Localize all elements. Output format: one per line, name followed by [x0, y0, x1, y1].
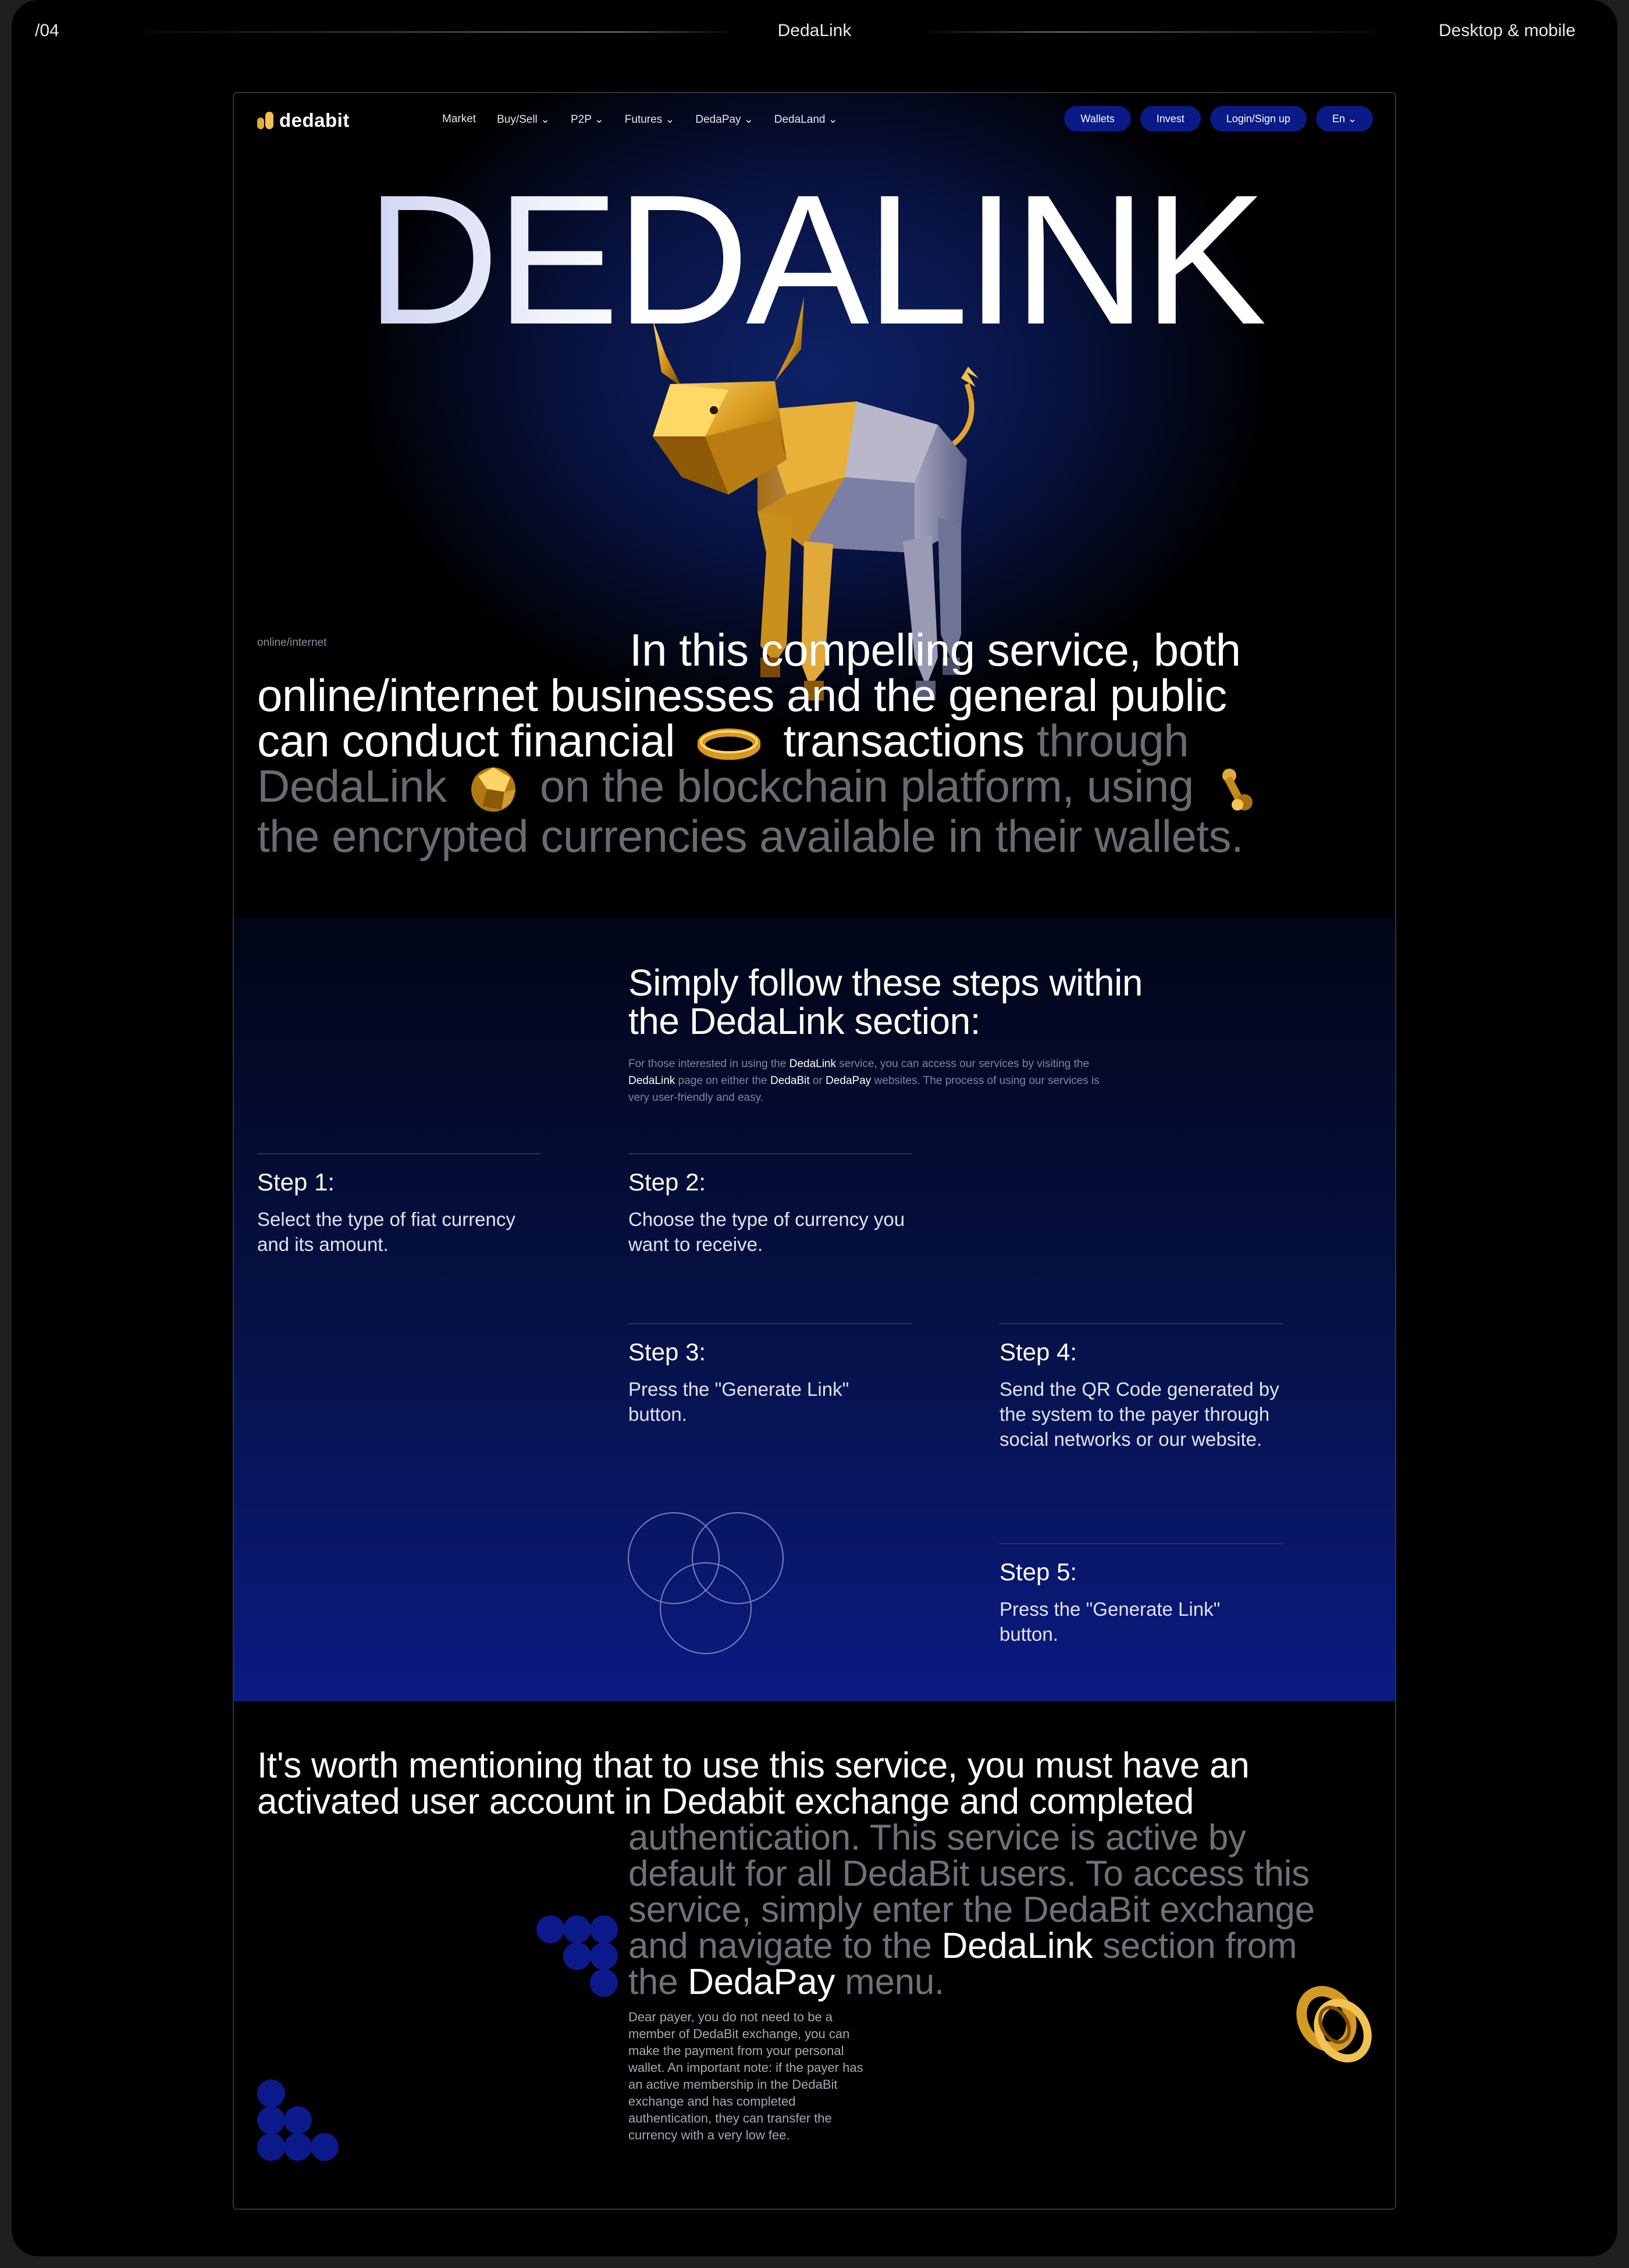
hero-section-label: online/internet	[257, 637, 327, 649]
steps-intro: For those interested in using the DedaLink service, you can access our services by visiting the DedaLink page on either the DedaBit or DedaPay websites. The process of using our services is very user-friendly and easy.	[628, 1058, 1100, 1104]
step-text: Send the QR Code generated by the system to the payer through social networks or our website.	[1000, 1378, 1279, 1450]
nav-item-buy-sell[interactable]: Buy/Sell ⌄	[497, 113, 550, 126]
step-1	[257, 1153, 541, 1257]
blue-dots-decoration-bottom	[257, 2079, 344, 2167]
top-navigation	[234, 93, 1395, 145]
step-title: Step 5:	[1000, 1558, 1077, 1586]
step-text: Press the "Generate Link" button.	[628, 1378, 849, 1425]
dedalink-page-link[interactable]: DedaLink	[628, 1075, 675, 1087]
invest-button[interactable]: Invest	[1140, 106, 1201, 131]
language-selector[interactable]: En ⌄	[1316, 106, 1373, 131]
nav-item-market[interactable]: Market	[442, 113, 476, 125]
website-mockup	[233, 92, 1396, 2210]
hero-description: In this compelling service, both online/internet businesses and the general public can conduct financial transactions through DedaLink on the blockchain platform, using the encrypted currencies available in their wallets.	[257, 627, 1380, 859]
gold-bone-icon	[1217, 766, 1257, 813]
venn-rings-icon	[627, 1510, 790, 1656]
step-5	[1000, 1543, 1283, 1647]
dedabit-link[interactable]: DedaBit	[770, 1075, 810, 1087]
chevron-down-icon: ⌄	[540, 113, 550, 126]
gold-sphere-icon	[470, 766, 517, 813]
steps-heading: Simply follow these steps within the DedaLink section:	[628, 962, 1143, 1042]
hero-title: DEDALINK	[234, 168, 1395, 353]
chevron-down-icon: ⌄	[828, 113, 838, 126]
slide-title: DedaLink	[777, 21, 852, 40]
step-4	[1000, 1323, 1283, 1452]
chevron-down-icon: ⌄	[744, 113, 753, 126]
header-divider-right	[919, 31, 1396, 33]
step-text: Press the "Generate Link" button.	[1000, 1598, 1221, 1645]
nav-item-p2p[interactable]: P2P ⌄	[570, 113, 604, 126]
chevron-down-icon: ⌄	[665, 113, 675, 126]
frame-header	[12, 0, 1617, 64]
account-requirement-section	[234, 1701, 1395, 2210]
step-title: Step 2:	[628, 1168, 706, 1196]
dedalink-section-link[interactable]: DedaLink	[941, 1926, 1093, 1966]
logo[interactable]	[257, 109, 350, 131]
nav-actions	[1064, 106, 1373, 131]
step-3	[628, 1323, 912, 1427]
dedalink-link[interactable]: DedaLink	[789, 1058, 836, 1070]
gold-ring-icon	[698, 728, 760, 760]
wallets-button[interactable]: Wallets	[1064, 106, 1130, 131]
logo-icon	[257, 112, 273, 129]
gold-knot-icon	[1296, 1983, 1372, 2066]
step-text: Choose the type of currency you want to receive.	[628, 1208, 905, 1255]
step-title: Step 3:	[628, 1338, 706, 1366]
step-title: Step 1:	[257, 1168, 335, 1196]
chevron-down-icon: ⌄	[594, 113, 604, 126]
dedapay-link[interactable]: DedaPay	[826, 1075, 872, 1087]
logo-text: dedabit	[279, 109, 350, 131]
hero-section	[234, 93, 1395, 917]
slide-index: /04	[35, 21, 59, 40]
nav-item-dedapay[interactable]: DedaPay ⌄	[695, 113, 753, 126]
presentation-frame	[12, 0, 1617, 2256]
step-text: Select the type of fiat currency and its amount.	[257, 1208, 515, 1255]
account-requirement-text: It's worth mentioning that to use this service, you must have an activated user account in Dedabit exchange and completed authentication. This service is active by default for all DedaBit users. To access this service, simply enter the DedaBit exchange and navigate to the DedaLink section from the DedaPay menu.	[257, 1746, 1315, 2002]
dedapay-menu-link[interactable]: DedaPay	[688, 1962, 835, 2002]
slide-device-label: Desktop & mobile	[1438, 21, 1575, 40]
step-title: Step 4:	[1000, 1338, 1077, 1366]
chevron-down-icon: ⌄	[1347, 113, 1357, 125]
nav-item-futures[interactable]: Futures ⌄	[624, 113, 675, 126]
payer-note: Dear payer, you do not need to be a member of DedaBit exchange, you can make the payment from your personal wallet. An important note: if the payer has an active membership in the DedaBit exchange and has completed authentication, they can transfer the currency with a very low fee.	[628, 2010, 863, 2142]
nav-item-dedaland[interactable]: DedaLand ⌄	[774, 113, 838, 126]
nav-menu	[442, 113, 838, 126]
steps-section	[234, 917, 1395, 1701]
step-2	[628, 1153, 912, 1257]
blue-dots-decoration-top	[536, 1915, 618, 2003]
login-signup-button[interactable]: Login/Sign up	[1210, 106, 1307, 131]
